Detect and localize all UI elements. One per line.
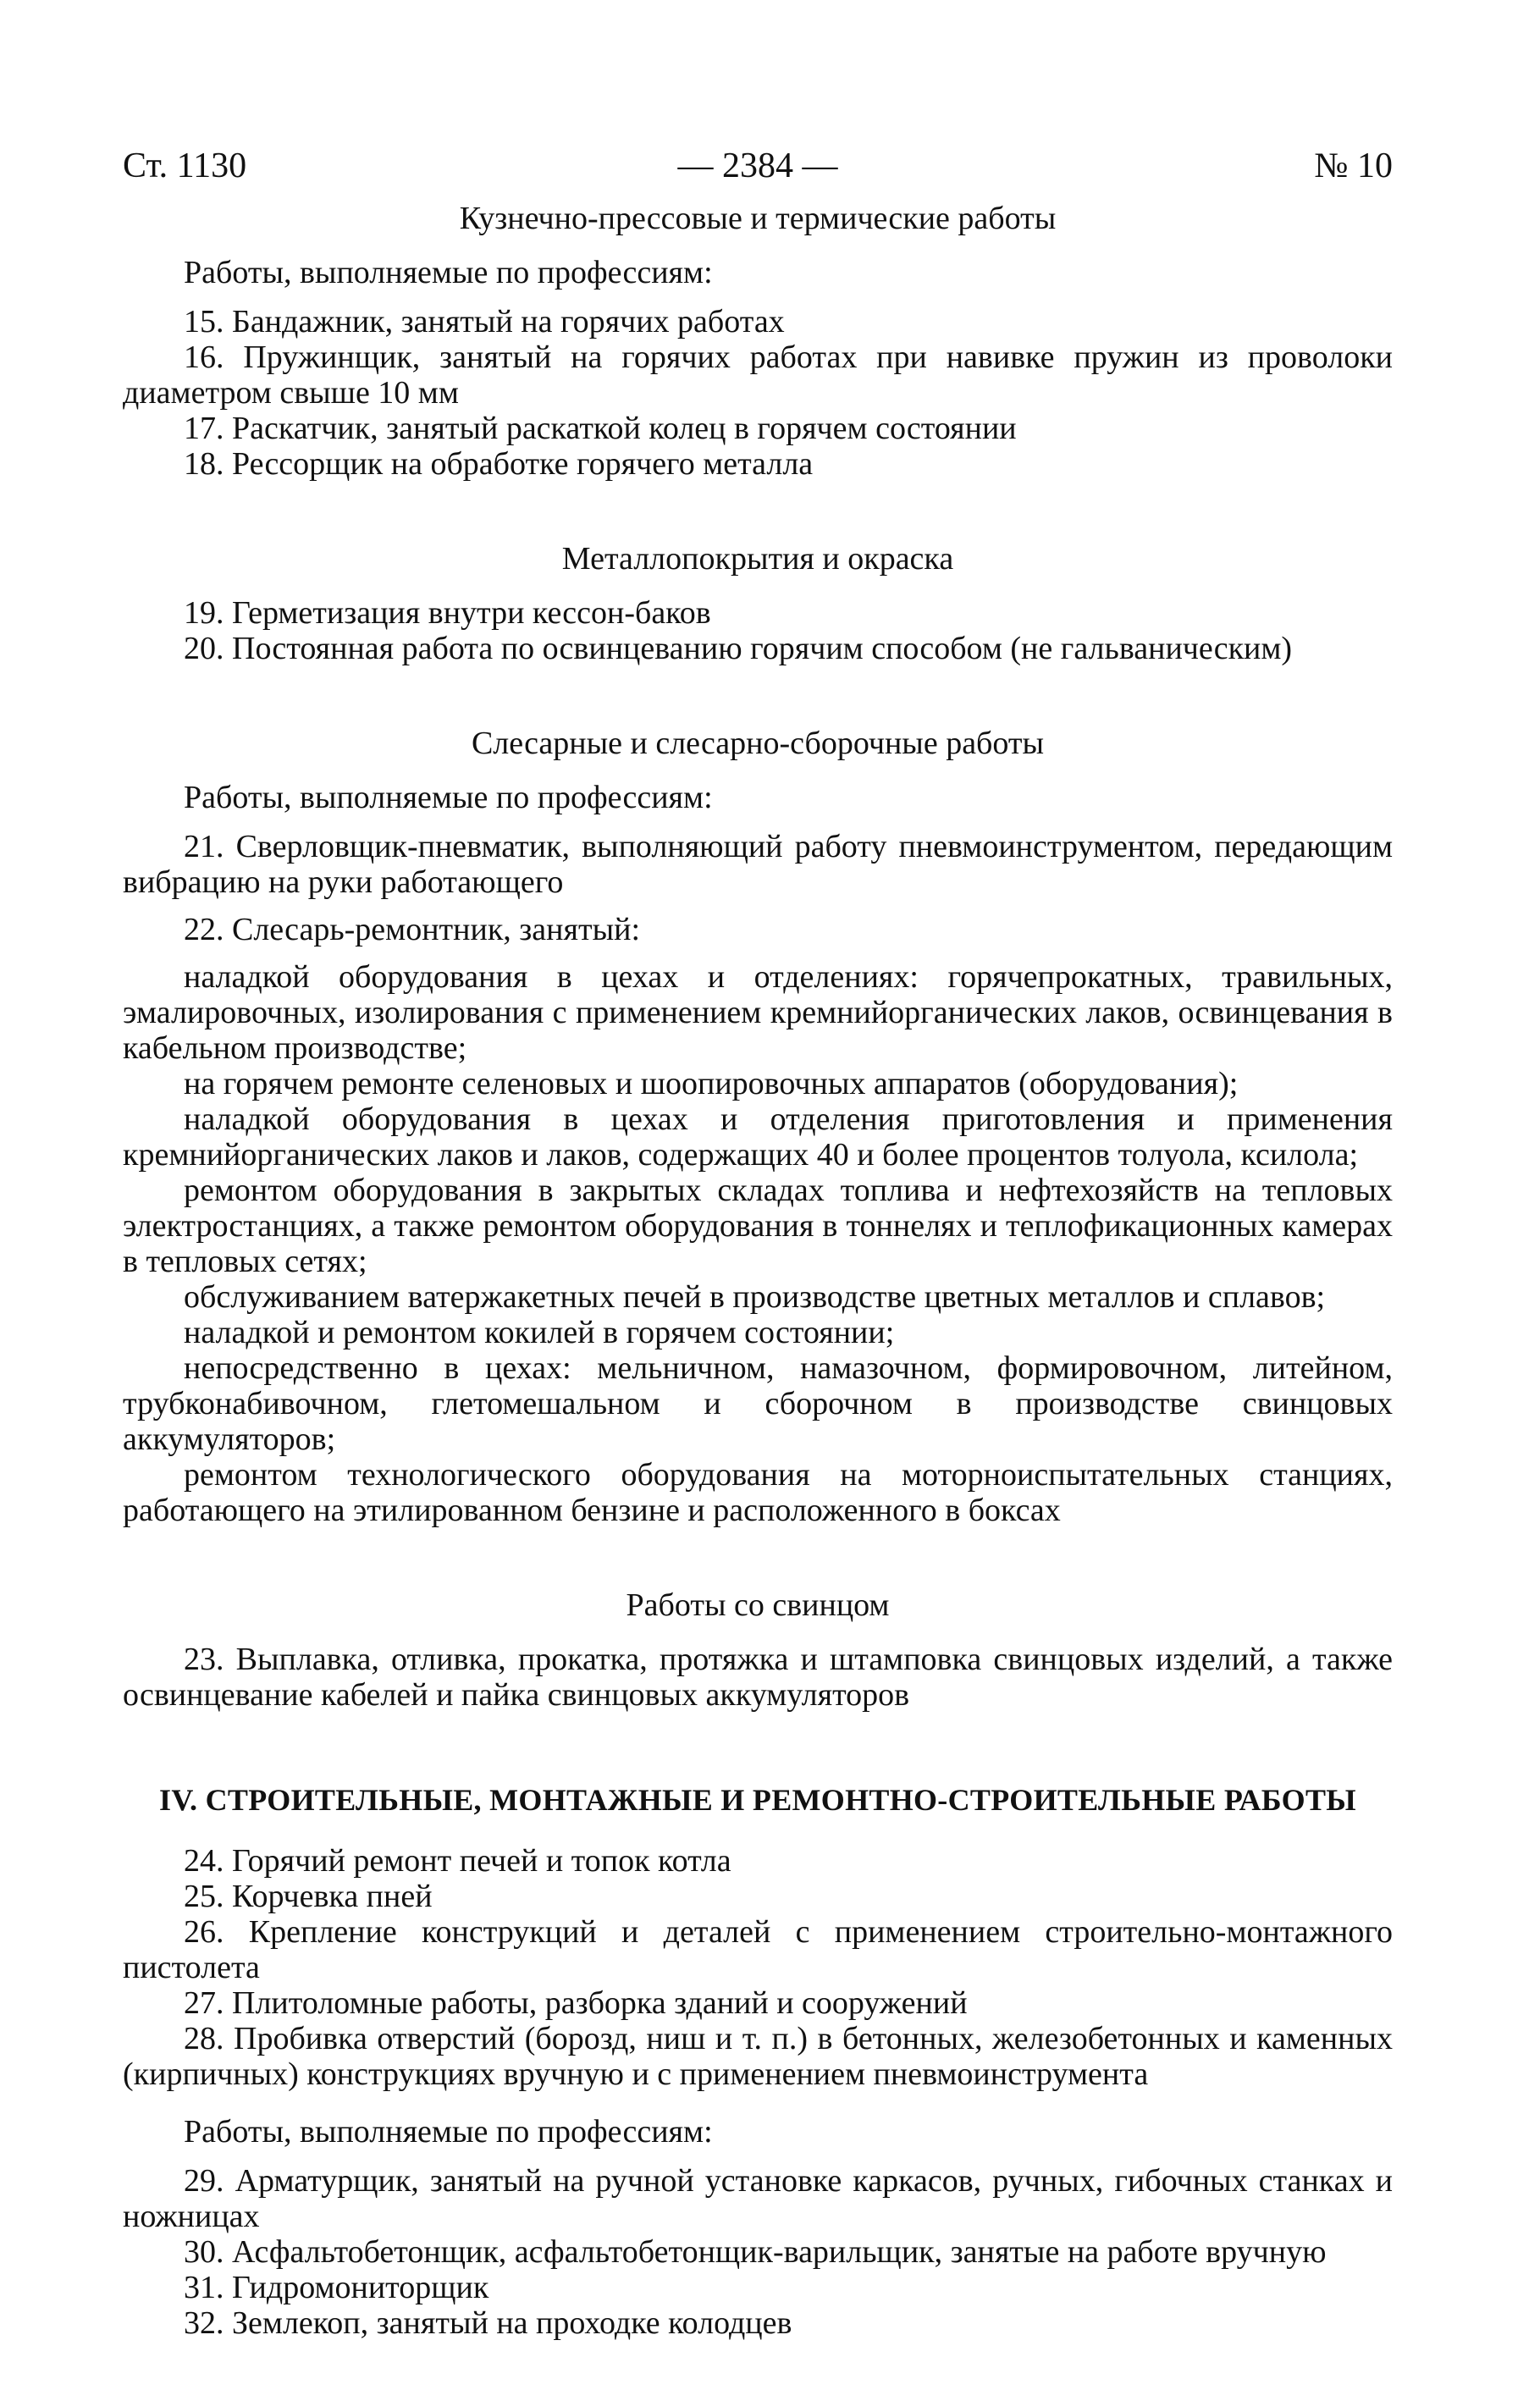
list-item: 26. Крепление конструкций и деталей с применением строительно-монтажного пистолета <box>123 1914 1393 1985</box>
list-item: 24. Горячий ремонт печей и топок котла <box>184 1843 731 1879</box>
section-title: Работы со свинцом <box>626 1587 890 1623</box>
list-item: 21. Сверловщик-пневматик, выполняющий работу пневмоинструментом, передающим вибрацию на руки работающего <box>123 829 1393 900</box>
list-item: 23. Выплавка, отливка, прокатка, протяжка и штамповка свинцовых изделий, а также освинцевание кабелей и пайка свинцовых аккумуляторов <box>123 1642 1393 1713</box>
sub-item: обслуживанием ватержакетных печей в производстве цветных металлов и сплавов; <box>184 1279 1326 1315</box>
document-page <box>123 148 1393 2341</box>
section-intro: Работы, выполняемые по профессиям: <box>184 2114 713 2150</box>
list-item: 17. Раскатчик, занятый раскаткой колец в горячем состоянии <box>184 411 1017 446</box>
section-title: Металлопокрытия и окраска <box>561 541 954 577</box>
list-item: 18. Рессорщик на обработке горячего металла <box>184 446 814 482</box>
issue-number: № 10 <box>1314 146 1393 185</box>
list-item: 30. Асфальтобетонщик, асфальтобетонщик-варильщик, занятые на работе вручную <box>184 2234 1327 2270</box>
section-intro: Работы, выполняемые по профессиям: <box>184 780 713 815</box>
list-item: 20. Постоянная работа по освинцеванию горячим способом (не гальваническим) <box>184 631 1293 666</box>
part-title: IV. СТРОИТЕЛЬНЫЕ, МОНТАЖНЫЕ И РЕМОНТНО-СТРОИТЕЛЬНЫЕ РАБОТЫ <box>159 1783 1356 1817</box>
section-title: Кузнечно-прессовые и термические работы <box>459 201 1057 236</box>
list-item: 22. Слесарь-ремонтник, занятый: <box>184 912 641 947</box>
page-number: — 2384 — <box>677 146 838 185</box>
list-item: 15. Бандажник, занятый на горячих работах <box>184 304 785 339</box>
list-item: 32. Землекоп, занятый на проходке колодцев <box>184 2305 792 2341</box>
article-number: Ст. 1130 <box>123 146 247 185</box>
sub-item: на горячем ремонте селеновых и шоопировочных аппаратов (оборудования); <box>184 1066 1239 1101</box>
list-item: 27. Плитоломные работы, разборка зданий и сооружений <box>184 1985 968 2021</box>
sub-item: непосредственно в цехах: мельничном, намазочном, формировочном, литейном, трубконабивочном, глетомешальном и сборочном в производстве свинцовых аккумуляторов; <box>123 1350 1393 1457</box>
list-item: 29. Арматурщик, занятый на ручной установке каркасов, ручных, гибочных станках и ножницах <box>123 2163 1393 2234</box>
list-item: 25. Корчевка пней <box>184 1879 433 1914</box>
section-intro: Работы, выполняемые по профессиям: <box>184 255 713 290</box>
list-item: 19. Герметизация внутри кессон-баков <box>184 595 711 631</box>
list-item: 31. Гидромониторщик <box>184 2270 489 2305</box>
page-header <box>123 148 1393 207</box>
list-item: 28. Пробивка отверстий (борозд, ниш и т. п.) в бетонных, железобетонных и каменных (кирпичных) конструкциях вручную и с применением пневмоинструмента <box>123 2021 1393 2092</box>
section-title: Слесарные и слесарно-сборочные работы <box>471 726 1045 761</box>
list-item: 16. Пружинщик, занятый на горячих работах при навивке пружин из проволоки диаметром свыше 10 мм <box>123 339 1393 411</box>
sub-item: наладкой оборудования в цехах и отделения приготовления и применения кремнийорганических лаков и лаков, содержащих 40 и более процентов толуола, ксилола; <box>123 1101 1393 1173</box>
sub-item: ремонтом оборудования в закрытых складах топлива и нефтехозяйств на тепловых электростанциях, а также ремонтом оборудования в тоннелях и теплофикационных камерах в тепловых сетях; <box>123 1173 1393 1279</box>
sub-item: ремонтом технологического оборудования на моторноиспытательных станциях, работающего на этилированном бензине и расположенного в боксах <box>123 1457 1393 1528</box>
sub-item: наладкой и ремонтом кокилей в горячем состоянии; <box>184 1315 895 1350</box>
sub-item: наладкой оборудования в цехах и отделениях: горячепрокатных, травильных, эмалировочных, изолирования с применением кремнийорганических лаков, освинцевания в кабельном производстве; <box>123 959 1393 1066</box>
